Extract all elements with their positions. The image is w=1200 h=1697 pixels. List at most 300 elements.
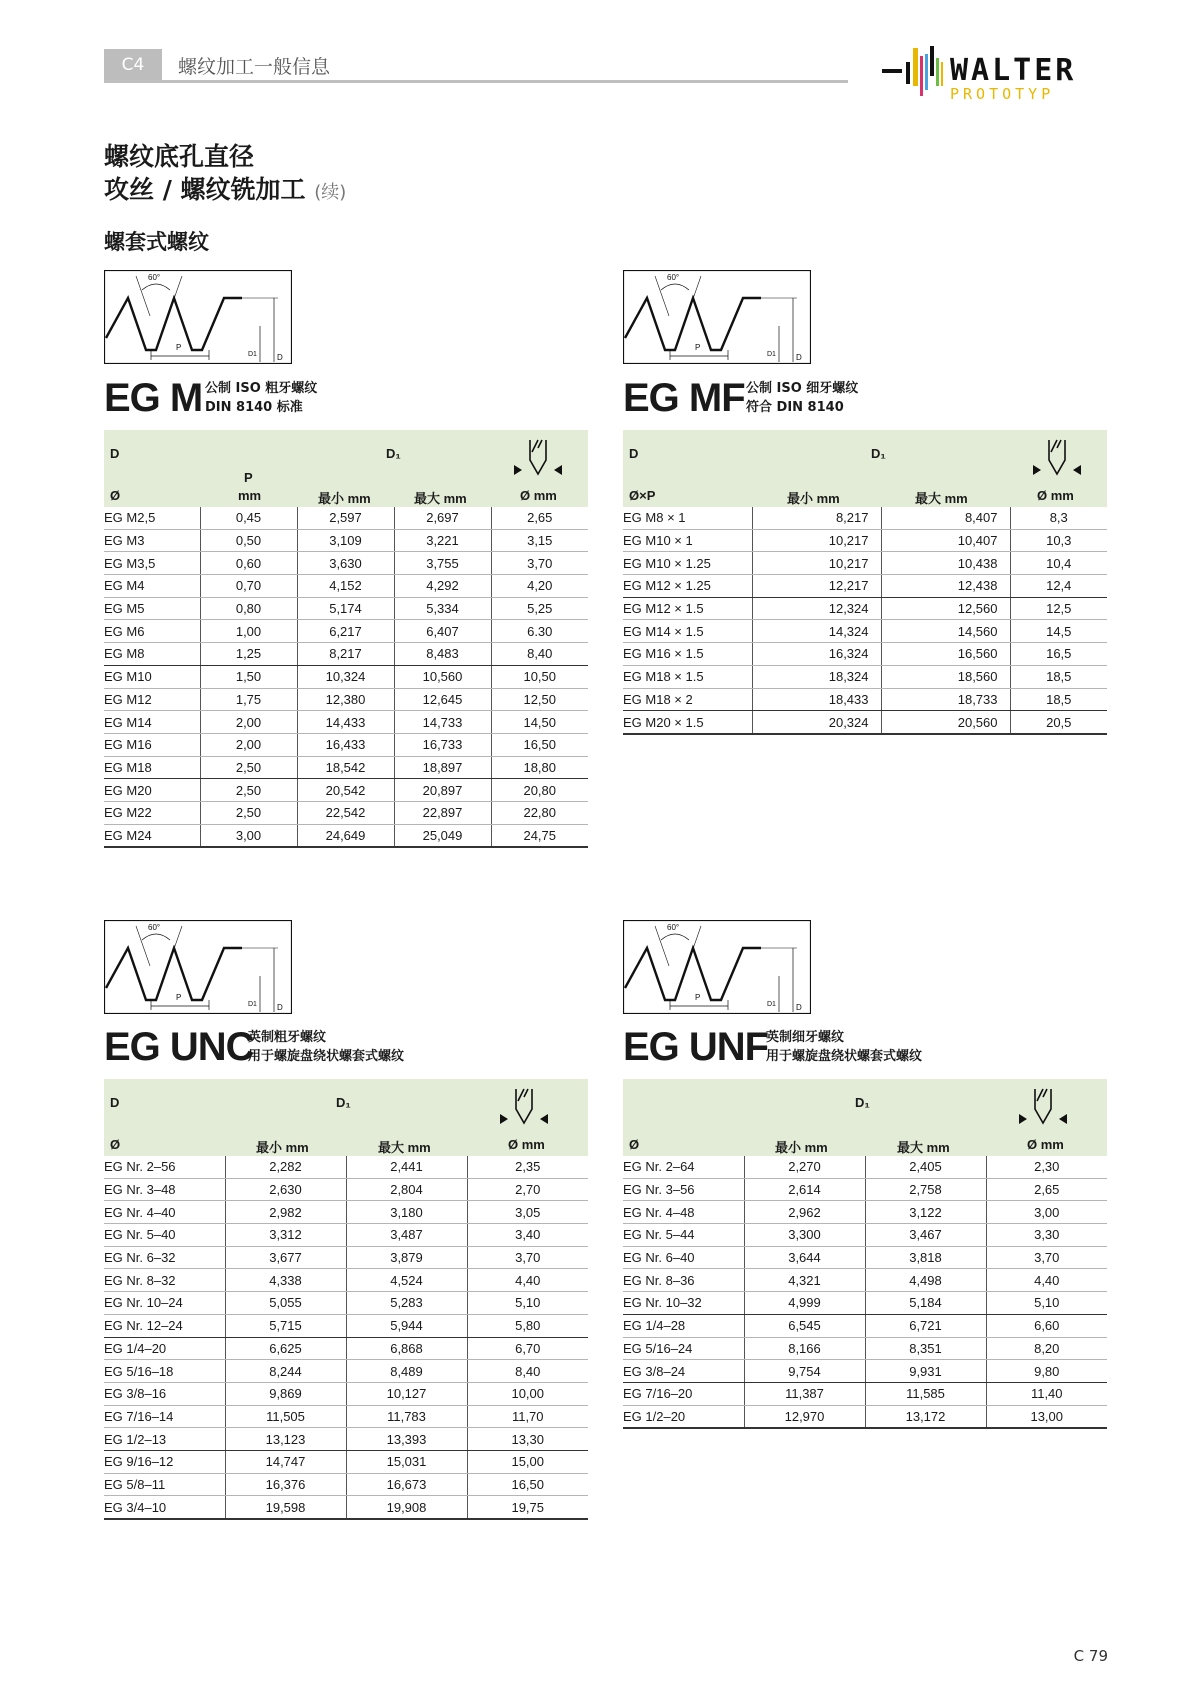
value-cell: 3,467 bbox=[865, 1224, 986, 1247]
egunc-head-col3: Ø mm bbox=[508, 1137, 545, 1152]
table-row bbox=[104, 1405, 588, 1428]
thread-size-cell: EG Nr. 6–32 bbox=[104, 1246, 225, 1269]
egunf-head-col2: 最大 mm bbox=[897, 1140, 950, 1155]
egmf-head-col1: 最小 mm bbox=[787, 491, 840, 506]
value-cell: 0,70 bbox=[200, 575, 297, 598]
value-cell: 5,715 bbox=[225, 1314, 346, 1337]
thread-size-cell: EG M2,5 bbox=[104, 507, 200, 529]
value-cell: 6,407 bbox=[394, 620, 491, 643]
thread-size-cell: EG 3/4–10 bbox=[104, 1496, 225, 1519]
value-cell: 18,5 bbox=[1010, 665, 1107, 688]
table-row bbox=[104, 756, 588, 779]
table-row bbox=[104, 1473, 588, 1496]
angle-label: 60° bbox=[667, 273, 680, 282]
value-cell: 2,441 bbox=[346, 1156, 467, 1178]
value-cell: 12,5 bbox=[1010, 597, 1107, 620]
value-cell: 25,049 bbox=[394, 824, 491, 847]
table-row bbox=[104, 1246, 588, 1269]
title-continued: (续) bbox=[314, 182, 347, 203]
thread-size-cell: EG M10 × 1 bbox=[623, 529, 752, 552]
value-cell: 19,598 bbox=[225, 1496, 346, 1519]
section-subtitle: 螺套式螺纹 bbox=[104, 230, 209, 254]
egm-head-col4: Ø mm bbox=[520, 488, 557, 503]
value-cell: 5,055 bbox=[225, 1292, 346, 1315]
value-cell: 3,70 bbox=[467, 1246, 588, 1269]
value-cell: 13,393 bbox=[346, 1428, 467, 1451]
d1-label: D1 bbox=[767, 351, 776, 358]
thread-size-cell: EG M8 × 1 bbox=[623, 507, 752, 529]
egunf-table-header bbox=[623, 1079, 1107, 1156]
value-cell: 13,123 bbox=[225, 1428, 346, 1451]
value-cell: 3,30 bbox=[986, 1224, 1107, 1247]
egm-head-p: P bbox=[244, 470, 253, 485]
thread-size-cell: EG 5/8–11 bbox=[104, 1473, 225, 1496]
egmf-head-col2: 最大 mm bbox=[915, 491, 968, 506]
value-cell: 1,50 bbox=[200, 665, 297, 688]
table-row bbox=[623, 1156, 1107, 1178]
table-row bbox=[104, 1269, 588, 1292]
drill-icon bbox=[1031, 438, 1083, 480]
value-cell: 0,45 bbox=[200, 507, 297, 529]
thread-size-cell: EG M14 bbox=[104, 711, 200, 734]
value-cell: 1,25 bbox=[200, 643, 297, 666]
table-row bbox=[623, 665, 1107, 688]
thread-size-cell: EG M14 × 1.5 bbox=[623, 620, 752, 643]
value-cell: 5,10 bbox=[986, 1292, 1107, 1315]
egm-name: EG M bbox=[104, 376, 203, 420]
value-cell: 4,338 bbox=[225, 1269, 346, 1292]
value-cell: 10,324 bbox=[297, 665, 394, 688]
table-row bbox=[104, 1314, 588, 1337]
table-row bbox=[623, 1246, 1107, 1269]
thread-size-cell: EG Nr. 4–48 bbox=[623, 1201, 744, 1224]
value-cell: 2,270 bbox=[744, 1156, 865, 1178]
thread-size-cell: EG 1/2–20 bbox=[623, 1405, 744, 1428]
thread-size-cell: EG 1/2–13 bbox=[104, 1428, 225, 1451]
value-cell: 8,217 bbox=[297, 643, 394, 666]
thread-size-cell: EG M16 × 1.5 bbox=[623, 643, 752, 666]
table-row bbox=[623, 1292, 1107, 1315]
egm-head-d1: D₁ bbox=[386, 446, 401, 461]
thread-size-cell: EG 3/8–24 bbox=[623, 1360, 744, 1383]
egunc-desc-2: 用于螺旋盘绕状螺套式螺纹 bbox=[248, 1049, 405, 1064]
table-row bbox=[623, 1382, 1107, 1405]
table-row bbox=[623, 688, 1107, 711]
angle-label: 60° bbox=[148, 273, 161, 282]
thread-size-cell: EG Nr. 3–48 bbox=[104, 1178, 225, 1201]
thread-size-cell: EG 5/16–24 bbox=[623, 1337, 744, 1360]
table-row bbox=[104, 1201, 588, 1224]
value-cell: 18,733 bbox=[881, 688, 1010, 711]
thread-size-cell: EG Nr. 6–40 bbox=[623, 1246, 744, 1269]
value-cell: 5,25 bbox=[491, 597, 588, 620]
table-row bbox=[623, 1224, 1107, 1247]
table-row bbox=[623, 552, 1107, 575]
table-row bbox=[623, 597, 1107, 620]
egmf-desc-2: 符合 DIN 8140 bbox=[746, 400, 844, 415]
value-cell: 3,644 bbox=[744, 1246, 865, 1269]
thread-size-cell: EG M8 bbox=[104, 643, 200, 666]
value-cell: 3,312 bbox=[225, 1224, 346, 1247]
table-row bbox=[623, 1314, 1107, 1337]
thread-size-cell: EG Nr. 10–24 bbox=[104, 1292, 225, 1315]
value-cell: 11,585 bbox=[865, 1382, 986, 1405]
thread-size-cell: EG Nr. 5–40 bbox=[104, 1224, 225, 1247]
value-cell: 8,40 bbox=[491, 643, 588, 666]
egunf-head-col1: 最小 mm bbox=[775, 1140, 828, 1155]
value-cell: 4,321 bbox=[744, 1269, 865, 1292]
value-cell: 2,65 bbox=[986, 1178, 1107, 1201]
value-cell: 15,031 bbox=[346, 1450, 467, 1473]
value-cell: 6,70 bbox=[467, 1337, 588, 1360]
value-cell: 2,282 bbox=[225, 1156, 346, 1178]
egunf-table bbox=[623, 1156, 1107, 1429]
value-cell: 3,300 bbox=[744, 1224, 865, 1247]
egmf-head-d: D bbox=[629, 446, 639, 461]
value-cell: 12,970 bbox=[744, 1405, 865, 1428]
table-row bbox=[104, 665, 588, 688]
value-cell: 4,524 bbox=[346, 1269, 467, 1292]
value-cell: 4,40 bbox=[986, 1269, 1107, 1292]
value-cell: 8,489 bbox=[346, 1360, 467, 1383]
value-cell: 18,80 bbox=[491, 756, 588, 779]
value-cell: 16,50 bbox=[467, 1473, 588, 1496]
value-cell: 3,818 bbox=[865, 1246, 986, 1269]
value-cell: 3,180 bbox=[346, 1201, 467, 1224]
logo-word: WALTER bbox=[950, 53, 1077, 88]
value-cell: 12,324 bbox=[752, 597, 881, 620]
angle-label: 60° bbox=[667, 923, 680, 932]
table-row bbox=[104, 1360, 588, 1383]
value-cell: 2,982 bbox=[225, 1201, 346, 1224]
table-row bbox=[104, 801, 588, 824]
table-row bbox=[104, 1292, 588, 1315]
value-cell: 3,00 bbox=[986, 1201, 1107, 1224]
thread-size-cell: EG M10 bbox=[104, 665, 200, 688]
egm-desc-2: DIN 8140 标准 bbox=[205, 400, 303, 415]
value-cell: 3,487 bbox=[346, 1224, 467, 1247]
value-cell: 16,376 bbox=[225, 1473, 346, 1496]
table-row bbox=[104, 733, 588, 756]
value-cell: 14,433 bbox=[297, 711, 394, 734]
table-row bbox=[104, 1382, 588, 1405]
egunf-desc-1: 英制细牙螺纹 bbox=[766, 1030, 845, 1045]
thread-profile-diagram bbox=[104, 920, 292, 1014]
thread-profile-diagram bbox=[623, 920, 811, 1014]
thread-size-cell: EG 9/16–12 bbox=[104, 1450, 225, 1473]
thread-size-cell: EG Nr. 3–56 bbox=[623, 1178, 744, 1201]
egm-head-d: D bbox=[110, 446, 120, 461]
value-cell: 3,70 bbox=[986, 1246, 1107, 1269]
value-cell: 4,498 bbox=[865, 1269, 986, 1292]
value-cell: 20,5 bbox=[1010, 711, 1107, 734]
value-cell: 15,00 bbox=[467, 1450, 588, 1473]
value-cell: 22,897 bbox=[394, 801, 491, 824]
table-row bbox=[623, 575, 1107, 598]
thread-size-cell: EG M20 bbox=[104, 779, 200, 802]
pitch-label: P bbox=[176, 343, 182, 352]
table-row bbox=[104, 620, 588, 643]
thread-size-cell: EG M10 × 1.25 bbox=[623, 552, 752, 575]
thread-size-cell: EG M12 bbox=[104, 688, 200, 711]
value-cell: 4,292 bbox=[394, 575, 491, 598]
value-cell: 2,50 bbox=[200, 779, 297, 802]
value-cell: 20,80 bbox=[491, 779, 588, 802]
table-row bbox=[623, 1337, 1107, 1360]
table-row bbox=[104, 597, 588, 620]
thread-size-cell: EG M18 bbox=[104, 756, 200, 779]
thread-size-cell: EG Nr. 10–32 bbox=[623, 1292, 744, 1315]
value-cell: 12,438 bbox=[881, 575, 1010, 598]
value-cell: 5,80 bbox=[467, 1314, 588, 1337]
value-cell: 11,70 bbox=[467, 1405, 588, 1428]
drill-icon bbox=[1017, 1087, 1069, 1129]
egmf-head-d1: D₁ bbox=[871, 446, 886, 461]
page-number: C 79 bbox=[1073, 1647, 1108, 1665]
egm-table bbox=[104, 507, 588, 848]
page-title: 螺纹底孔直径 bbox=[104, 142, 255, 171]
drill-icon bbox=[512, 438, 564, 480]
table-row bbox=[104, 688, 588, 711]
value-cell: 3,109 bbox=[297, 529, 394, 552]
egunc-head-d: D bbox=[110, 1095, 120, 1110]
value-cell: 10,438 bbox=[881, 552, 1010, 575]
egm-table-header bbox=[104, 430, 588, 507]
thread-profile-diagram bbox=[623, 270, 811, 364]
value-cell: 22,542 bbox=[297, 801, 394, 824]
value-cell: 14,5 bbox=[1010, 620, 1107, 643]
value-cell: 3,40 bbox=[467, 1224, 588, 1247]
thread-size-cell: EG Nr. 12–24 bbox=[104, 1314, 225, 1337]
egunc-table-header bbox=[104, 1079, 588, 1156]
value-cell: 24,649 bbox=[297, 824, 394, 847]
pitch-label: P bbox=[176, 993, 182, 1002]
value-cell: 19,75 bbox=[467, 1496, 588, 1519]
thread-size-cell: EG M22 bbox=[104, 801, 200, 824]
d-label: D bbox=[796, 353, 802, 362]
table-row bbox=[104, 1496, 588, 1519]
thread-size-cell: EG M3,5 bbox=[104, 552, 200, 575]
thread-size-cell: EG M12 × 1.25 bbox=[623, 575, 752, 598]
table-row bbox=[623, 711, 1107, 734]
egunc-head-col0: Ø bbox=[110, 1137, 121, 1152]
value-cell: 6,721 bbox=[865, 1314, 986, 1337]
table-row bbox=[623, 1405, 1107, 1428]
value-cell: 5,944 bbox=[346, 1314, 467, 1337]
value-cell: 2,65 bbox=[491, 507, 588, 529]
value-cell: 3,70 bbox=[491, 552, 588, 575]
thread-size-cell: EG M20 × 1.5 bbox=[623, 711, 752, 734]
header-rule bbox=[104, 80, 848, 83]
value-cell: 16,5 bbox=[1010, 643, 1107, 666]
value-cell: 3,15 bbox=[491, 529, 588, 552]
value-cell: 8,244 bbox=[225, 1360, 346, 1383]
value-cell: 24,75 bbox=[491, 824, 588, 847]
title-line2: 攻丝 / 螺纹铣加工 bbox=[104, 175, 306, 204]
table-row bbox=[104, 824, 588, 847]
value-cell: 5,10 bbox=[467, 1292, 588, 1315]
section-badge: C4 bbox=[104, 49, 162, 81]
table-row bbox=[104, 1450, 588, 1473]
egunc-head-col2: 最大 mm bbox=[378, 1140, 431, 1155]
value-cell: 9,931 bbox=[865, 1360, 986, 1383]
egm-head-col1: mm bbox=[238, 488, 262, 503]
value-cell: 12,645 bbox=[394, 688, 491, 711]
value-cell: 4,20 bbox=[491, 575, 588, 598]
egm-head-col3: 最大 mm bbox=[414, 491, 467, 506]
thread-size-cell: EG M5 bbox=[104, 597, 200, 620]
pitch-label: P bbox=[695, 993, 701, 1002]
thread-size-cell: EG M4 bbox=[104, 575, 200, 598]
value-cell: 8,40 bbox=[467, 1360, 588, 1383]
value-cell: 2,00 bbox=[200, 733, 297, 756]
value-cell: 2,614 bbox=[744, 1178, 865, 1201]
egunc-desc-1: 英制粗牙螺纹 bbox=[248, 1030, 327, 1045]
d-label: D bbox=[796, 1003, 802, 1012]
value-cell: 11,40 bbox=[986, 1382, 1107, 1405]
value-cell: 3,00 bbox=[200, 824, 297, 847]
thread-size-cell: EG M18 × 2 bbox=[623, 688, 752, 711]
egmf-table-header bbox=[623, 430, 1107, 507]
value-cell: 6,60 bbox=[986, 1314, 1107, 1337]
value-cell: 9,869 bbox=[225, 1382, 346, 1405]
thread-size-cell: EG M3 bbox=[104, 529, 200, 552]
value-cell: 2,00 bbox=[200, 711, 297, 734]
value-cell: 19,908 bbox=[346, 1496, 467, 1519]
value-cell: 8,3 bbox=[1010, 507, 1107, 529]
value-cell: 20,560 bbox=[881, 711, 1010, 734]
table-row bbox=[623, 507, 1107, 529]
table-row bbox=[104, 575, 588, 598]
table-row bbox=[104, 1337, 588, 1360]
thread-size-cell: EG M16 bbox=[104, 733, 200, 756]
egmf-head-col3: Ø mm bbox=[1037, 488, 1074, 503]
value-cell: 10,127 bbox=[346, 1382, 467, 1405]
table-row bbox=[104, 711, 588, 734]
value-cell: 18,5 bbox=[1010, 688, 1107, 711]
value-cell: 14,733 bbox=[394, 711, 491, 734]
value-cell: 16,324 bbox=[752, 643, 881, 666]
thread-size-cell: EG M18 × 1.5 bbox=[623, 665, 752, 688]
value-cell: 16,433 bbox=[297, 733, 394, 756]
value-cell: 10,00 bbox=[467, 1382, 588, 1405]
value-cell: 16,733 bbox=[394, 733, 491, 756]
value-cell: 12,4 bbox=[1010, 575, 1107, 598]
value-cell: 10,4 bbox=[1010, 552, 1107, 575]
thread-size-cell: EG 1/4–28 bbox=[623, 1314, 744, 1337]
egunf-head-col0: Ø bbox=[629, 1137, 640, 1152]
egm-desc-1: 公制 ISO 粗牙螺纹 bbox=[205, 381, 318, 396]
value-cell: 0,80 bbox=[200, 597, 297, 620]
egunf-head-col3: Ø mm bbox=[1027, 1137, 1064, 1152]
table-row bbox=[104, 1224, 588, 1247]
logo-sub: PROTOTYP bbox=[950, 85, 1055, 103]
table-row bbox=[104, 507, 588, 529]
value-cell: 6,625 bbox=[225, 1337, 346, 1360]
angle-label: 60° bbox=[148, 923, 161, 932]
value-cell: 5,283 bbox=[346, 1292, 467, 1315]
table-row bbox=[104, 1156, 588, 1178]
table-row bbox=[623, 643, 1107, 666]
thread-size-cell: EG Nr. 2–56 bbox=[104, 1156, 225, 1178]
value-cell: 2,630 bbox=[225, 1178, 346, 1201]
value-cell: 18,897 bbox=[394, 756, 491, 779]
value-cell: 18,324 bbox=[752, 665, 881, 688]
egunc-name: EG UNC bbox=[104, 1025, 254, 1069]
value-cell: 2,50 bbox=[200, 801, 297, 824]
d1-label: D1 bbox=[767, 1001, 776, 1008]
value-cell: 9,80 bbox=[986, 1360, 1107, 1383]
value-cell: 9,754 bbox=[744, 1360, 865, 1383]
egunf-name: EG UNF bbox=[623, 1025, 769, 1069]
value-cell: 10,407 bbox=[881, 529, 1010, 552]
value-cell: 3,630 bbox=[297, 552, 394, 575]
egunc-table bbox=[104, 1156, 588, 1520]
value-cell: 8,483 bbox=[394, 643, 491, 666]
value-cell: 6,217 bbox=[297, 620, 394, 643]
value-cell: 12,50 bbox=[491, 688, 588, 711]
value-cell: 0,60 bbox=[200, 552, 297, 575]
value-cell: 13,30 bbox=[467, 1428, 588, 1451]
value-cell: 8,217 bbox=[752, 507, 881, 529]
table-row bbox=[104, 643, 588, 666]
value-cell: 6,545 bbox=[744, 1314, 865, 1337]
thread-size-cell: EG 1/4–20 bbox=[104, 1337, 225, 1360]
value-cell: 18,542 bbox=[297, 756, 394, 779]
table-row bbox=[623, 1269, 1107, 1292]
thread-size-cell: EG M12 × 1.5 bbox=[623, 597, 752, 620]
egunf-desc-2: 用于螺旋盘绕状螺套式螺纹 bbox=[766, 1049, 923, 1064]
value-cell: 10,217 bbox=[752, 529, 881, 552]
table-row bbox=[623, 1360, 1107, 1383]
value-cell: 12,217 bbox=[752, 575, 881, 598]
egmf-desc-1: 公制 ISO 细牙螺纹 bbox=[746, 381, 859, 396]
d-label: D bbox=[277, 1003, 283, 1012]
table-row bbox=[104, 1428, 588, 1451]
value-cell: 14,324 bbox=[752, 620, 881, 643]
table-row bbox=[623, 529, 1107, 552]
value-cell: 14,747 bbox=[225, 1450, 346, 1473]
value-cell: 16,673 bbox=[346, 1473, 467, 1496]
egunc-head-col1: 最小 mm bbox=[256, 1140, 309, 1155]
thread-size-cell: EG 7/16–20 bbox=[623, 1382, 744, 1405]
value-cell: 2,697 bbox=[394, 507, 491, 529]
value-cell: 20,542 bbox=[297, 779, 394, 802]
table-row bbox=[104, 1178, 588, 1201]
thread-size-cell: EG Nr. 8–32 bbox=[104, 1269, 225, 1292]
value-cell: 5,174 bbox=[297, 597, 394, 620]
table-row bbox=[104, 779, 588, 802]
table-row bbox=[623, 620, 1107, 643]
value-cell: 0,50 bbox=[200, 529, 297, 552]
egunf-head-d1: D₁ bbox=[855, 1095, 870, 1110]
thread-size-cell: EG Nr. 5–44 bbox=[623, 1224, 744, 1247]
table-row bbox=[104, 552, 588, 575]
value-cell: 10,217 bbox=[752, 552, 881, 575]
value-cell: 12,560 bbox=[881, 597, 1010, 620]
thread-size-cell: EG Nr. 8–36 bbox=[623, 1269, 744, 1292]
thread-size-cell: EG Nr. 2–64 bbox=[623, 1156, 744, 1178]
thread-size-cell: EG Nr. 4–40 bbox=[104, 1201, 225, 1224]
egmf-name: EG MF bbox=[623, 376, 745, 420]
table-row bbox=[623, 1178, 1107, 1201]
value-cell: 20,324 bbox=[752, 711, 881, 734]
thread-size-cell: EG M6 bbox=[104, 620, 200, 643]
value-cell: 2,597 bbox=[297, 507, 394, 529]
value-cell: 14,560 bbox=[881, 620, 1010, 643]
value-cell: 22,80 bbox=[491, 801, 588, 824]
value-cell: 2,758 bbox=[865, 1178, 986, 1201]
